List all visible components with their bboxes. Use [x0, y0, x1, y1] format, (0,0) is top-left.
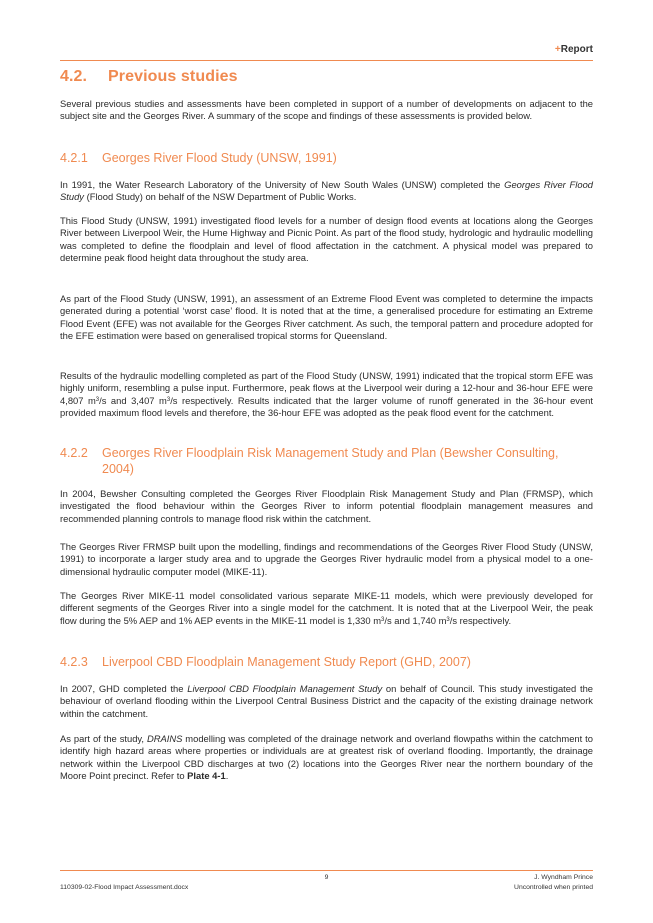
subsection-title: Georges River Floodplain Risk Management Study and Plan (Bewsher Consulting, 2004) — [102, 446, 559, 476]
subsection-number: 4.2.1 — [60, 151, 88, 165]
section-number: 4.2. — [60, 68, 88, 85]
section-heading — [60, 68, 238, 86]
subsection-title: Liverpool CBD Floodplain Management Study Report (GHD, 2007) — [102, 655, 471, 669]
paragraph-422-1: In 2004, Bewsher Consulting completed the Georges River Floodplain Risk Management Study and Plan (FRMSP), which investigated the flood behaviour within the Georges River to inform potential floodplain management measures and recommended planning controls to manage flood risk within the catchment. — [60, 488, 593, 524]
subsection-number: 4.2.3 — [60, 655, 88, 669]
paragraph-422-3: The Georges River MIKE-11 model consolidated various separate MIKE-11 models, which were previously developed for different segments of the Georges River into a single model for the catchment. It is noted that at the Liverpool Weir, the peak flow during the 5% AEP and 1% AEP events in the MIKE-11 model is 1,330 $m^3/s$ and 1,740 $m^3/s$ respectively. — [60, 590, 593, 626]
paragraph-421-3: As part of the Flood Study (UNSW, 1991), an assessment of an Extreme Flood Event was completed to determine the impacts generated during a potential ‘worst case’ flood. It is noted that at the time, a generalised procedure for estimating an Extreme Flood Event (EFE) was not available for the Georges River catchment. As such, the temporal pattern and procedure adopted for the EFE estimation were based on generalised tropical storms for Queensland. — [60, 293, 593, 341]
intro-paragraph: Several previous studies and assessments have been completed in support of a number of developments on adjacent to the subject site and the Georges River. A summary of the scope and findings of these assessments is provided below. — [60, 98, 593, 122]
paragraph-421-2: This Flood Study (UNSW, 1991) investigated flood levels for a number of design flood events at locations along the Georges River between Liverpool Weir, the Hume Highway and Picnic Point. As part of the flood study, hydrologic and hydraulic modelling was completed to define the floodplain and level of flood affectation in the catchment. A physical model was prepared to determine peak flood height data throughout the study area. — [60, 215, 593, 263]
subsection-heading-421 — [60, 150, 593, 166]
page-header — [60, 44, 593, 61]
paragraph-423-2: As part of the study, DRAINS modelling was completed of the drainage network and overland flowpaths within the catchment to identify high hazard areas where properties or individuals are at greatest risk of overland flooding. Importantly, the drainage network within the Liverpool CBD discharges at two (2) locations into the Georges River near the northern boundary of the Moore Point precinct. Refer to Plate 4-1. — [60, 733, 593, 781]
page-number: 9 — [324, 874, 329, 881]
subsection-heading-423 — [60, 654, 593, 670]
footer-filename: 110309-02-Flood Impact Assessment.docx — [60, 884, 189, 891]
subsection-number: 4.2.2 — [60, 446, 88, 460]
footer-company: J. Wyndham Prince — [534, 874, 593, 881]
section-title: Previous studies — [108, 68, 238, 85]
footer-control-note: Uncontrolled when printed — [514, 884, 593, 891]
paragraph-422-2: The Georges River FRMSP built upon the modelling, findings and recommendations of the Georges River Flood Study (UNSW, 1991) to incorporate a larger study area and to upgrade the Georges River hydraulic model from a physical model to a one-dimensional hydraulic computer model (MIKE-11). — [60, 541, 593, 577]
subsection-title: Georges River Flood Study (UNSW, 1991) — [102, 151, 337, 165]
plate-reference-link: Plate 4-1 — [187, 769, 226, 781]
paragraph-421-1: In 1991, the Water Research Laboratory of the University of New South Wales (UNSW) completed the Georges River Flood Study (Flood Study) on behalf of the NSW Department of Public Works. — [60, 179, 593, 203]
paragraph-423-1: In 2007, GHD completed the Liverpool CBD Floodplain Management Study on behalf of Council. This study investigated the behaviour of overland flooding within the Liverpool Central Business District and the capacity of the existing drainage network within the catchment. — [60, 683, 594, 719]
paragraph-421-4: Results of the hydraulic modelling completed as part of the Flood Study (UNSW, 1991) indicated that the tropical storm EFE was highly uniform, resembling a pulse input. Furthermore, peak flows at the Liverpool weir during a 12-hour and 36-hour EFE were 4,807 $m^3/s$ and 3,407 $m^3/s$ respectively. Results indicated that the larger volume of runoff generated in the 36-hour event provided maximum flood levels and therefore, the 36-hour EFE was adopted as the peak flood event for the catchment. — [60, 370, 593, 418]
footer-divider — [60, 870, 593, 871]
header-plus: + — [554, 44, 561, 55]
subsection-heading-422 — [60, 445, 593, 477]
header-label: Report — [560, 44, 593, 55]
